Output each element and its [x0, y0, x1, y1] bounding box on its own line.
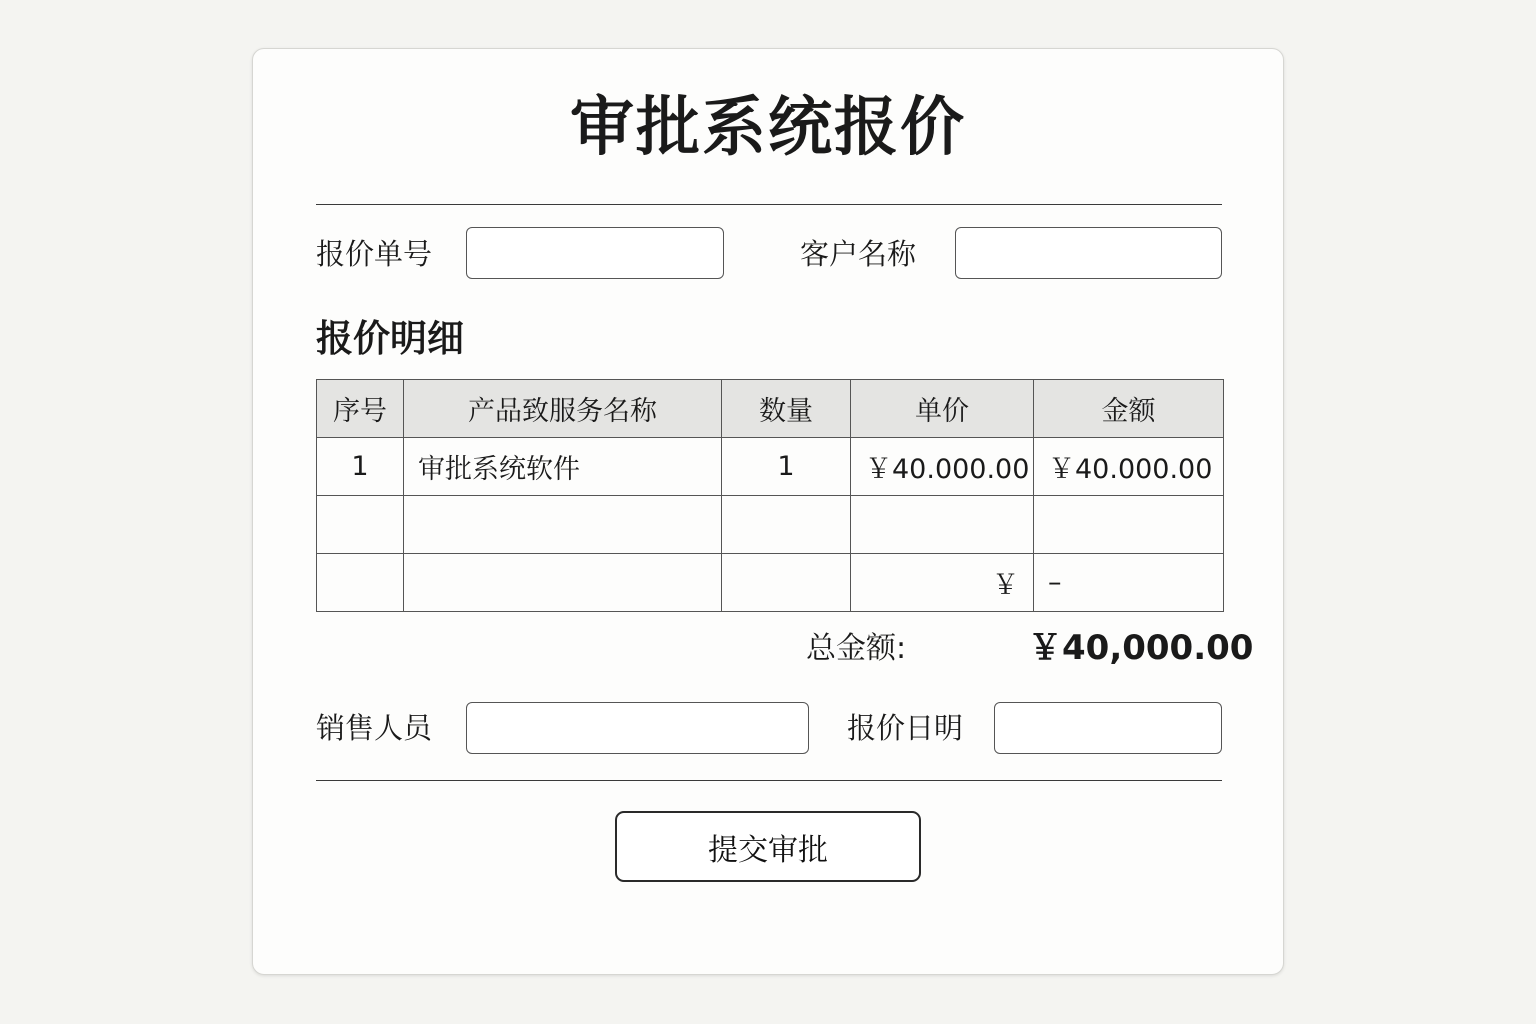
column-header-product: 产品致服务名称	[404, 380, 722, 438]
total-amount-value: ￥40,000.00	[1028, 628, 1254, 668]
details-title: 报价明细	[316, 317, 464, 360]
cell-product: 审批系统软件	[404, 438, 722, 496]
cell-unit-price: ￥	[851, 554, 1034, 612]
quote-number-input[interactable]	[466, 227, 724, 279]
cell-product	[404, 496, 722, 554]
quote-details-table	[316, 379, 1224, 612]
quote-number-label: 报价单号	[316, 237, 433, 271]
column-header-amount: 金额	[1034, 380, 1224, 438]
divider-top	[316, 204, 1222, 205]
page-title: 审批系统报价	[570, 91, 966, 165]
cell-amount: ￥40.000.00	[1034, 438, 1224, 496]
column-header-quantity: 数量	[722, 380, 851, 438]
cell-quantity: 1	[722, 438, 851, 496]
table-row	[317, 438, 1224, 496]
cell-quantity	[722, 496, 851, 554]
total-amount-label: 总金额:	[806, 631, 907, 666]
cell-index	[317, 496, 404, 554]
table-row	[317, 554, 1224, 612]
cell-amount	[1034, 496, 1224, 554]
quote-date-label: 报价日明	[847, 711, 964, 745]
salesperson-input[interactable]	[466, 702, 809, 754]
submit-approval-button[interactable]: 提交审批	[615, 811, 921, 882]
quote-date-input[interactable]	[994, 702, 1222, 754]
table-header-row	[317, 380, 1224, 438]
salesperson-label: 销售人员	[316, 711, 433, 745]
cell-unit-price: ￥40.000.00	[851, 438, 1034, 496]
cell-quantity	[722, 554, 851, 612]
cell-index: 1	[317, 438, 404, 496]
customer-name-input[interactable]	[955, 227, 1222, 279]
divider-bottom	[316, 780, 1222, 781]
customer-name-label: 客户名称	[800, 237, 917, 271]
cell-unit-price	[851, 496, 1034, 554]
column-header-index: 序号	[317, 380, 404, 438]
cell-amount: –	[1034, 554, 1224, 612]
table-row	[317, 496, 1224, 554]
cell-product	[404, 554, 722, 612]
column-header-unit-price: 单价	[851, 380, 1034, 438]
cell-index	[317, 554, 404, 612]
